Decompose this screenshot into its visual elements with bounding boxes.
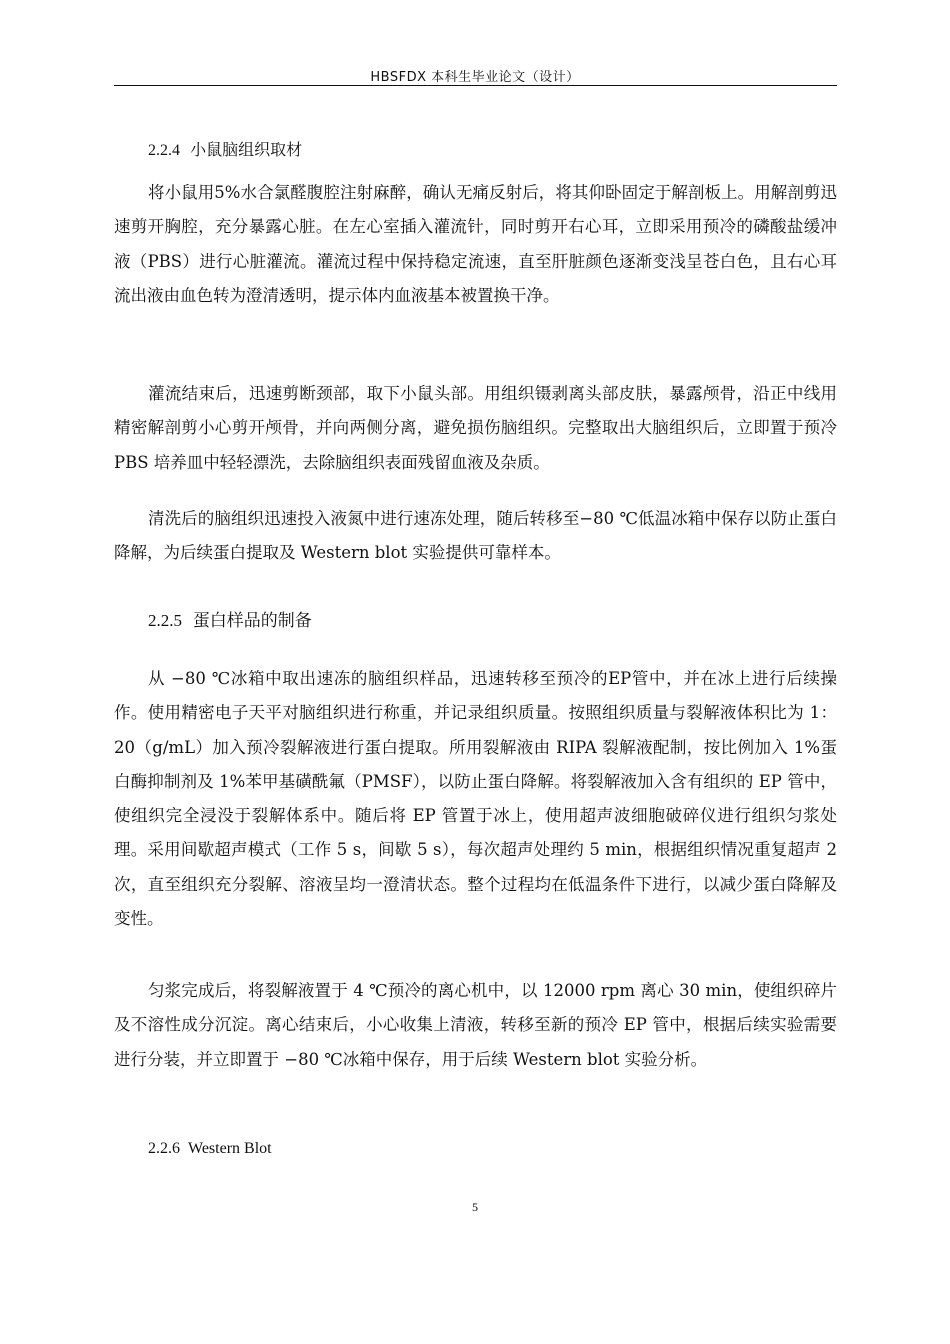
section-number: 2.2.6: [148, 1140, 180, 1157]
section-title: 小鼠脑组织取材: [190, 140, 303, 159]
header-rule: [114, 85, 837, 86]
section-title: Western Blot: [188, 1140, 272, 1157]
section-heading-2-2-4: [148, 137, 302, 160]
paragraph: 灌流结束后，迅速剪断颈部，取下小鼠头部。用组织镊剥离头部皮肤，暴露颅骨，沿正中线用精密解剖剪小心剪开颅骨，并向两侧分离，避免损伤脑组织。完整取出大脑组织后，立即置于预冷 PBS 培养皿中轻轻漂洗，去除脑组织表面残留血液及杂质。: [114, 384, 837, 472]
paragraph: 将小鼠用5%水合氯醛腹腔注射麻醉，确认无痛反射后，将其仰卧固定于解剖板上。用解剖剪迅速剪开胸腔，充分暴露心脏。在左心室插入灌流针，同时剪开右心耳，立即采用预冷的磷酸盐缓冲液（PBS）进行心脏灌流。灌流过程中保持稳定流速，直至肝脏颜色逐渐变浅呈苍白色，且右心耳流出液由血色转为澄清透明，提示体内血液基本被置换干净。: [114, 183, 837, 305]
section-title: 蛋白样品的制备: [192, 611, 312, 631]
running-header: HBSFDX 本科生毕业论文（设计）: [370, 70, 580, 85]
paragraph: 从 −80 ℃冰箱中取出速冻的脑组织样品，迅速转移至预冷的EP管中，并在冰上进行后续操作。使用精密电子天平对脑组织进行称重，并记录组织质量。按照组织质量与裂解液体积比为 1：20（g/mL）加入预冷裂解液进行蛋白提取。所用裂解液由 RIPA 裂解液配制，按比例加入 1%蛋白酶抑制剂及 1%苯甲基磺酰氟（PMSF），以防止蛋白降解。将裂解液加入含有组织的 EP 管中，使组织完全浸没于裂解体系中。随后将 EP 管置于冰上，使用超声波细胞破碎仪进行组织匀浆处理。采用间歇超声模式（工作 5 s，间歇 5 s），每次超声处理约 5 min，根据组织情况重复超声 2 次，直至组织充分裂解、溶液呈均一澄清状态。整个过程均在低温条件下进行，以减少蛋白降解及变性。: [114, 669, 837, 929]
section-heading-2-2-6: [148, 1140, 272, 1158]
section-number: 2.2.4: [148, 142, 180, 159]
section-heading-2-2-5: [148, 606, 312, 631]
page-number: 5: [472, 1200, 478, 1214]
section-number: 2.2.5: [148, 611, 182, 630]
paragraph: 清洗后的脑组织迅速投入液氮中进行速冻处理，随后转移至−80 ℃低温冰箱中保存以防止蛋白降解，为后续蛋白提取及 Western blot 实验提供可靠样本。: [114, 509, 837, 563]
paragraph: 匀浆完成后，将裂解液置于 4 ℃预冷的离心机中，以 12000 rpm 离心 30 min，使组织碎片及不溶性成分沉淀。离心结束后，小心收集上清液，转移至新的预冷 EP 管中，根据后续实验需要进行分装，并立即置于 −80 ℃冰箱中保存，用于后续 Western blot 实验分析。: [114, 981, 837, 1069]
